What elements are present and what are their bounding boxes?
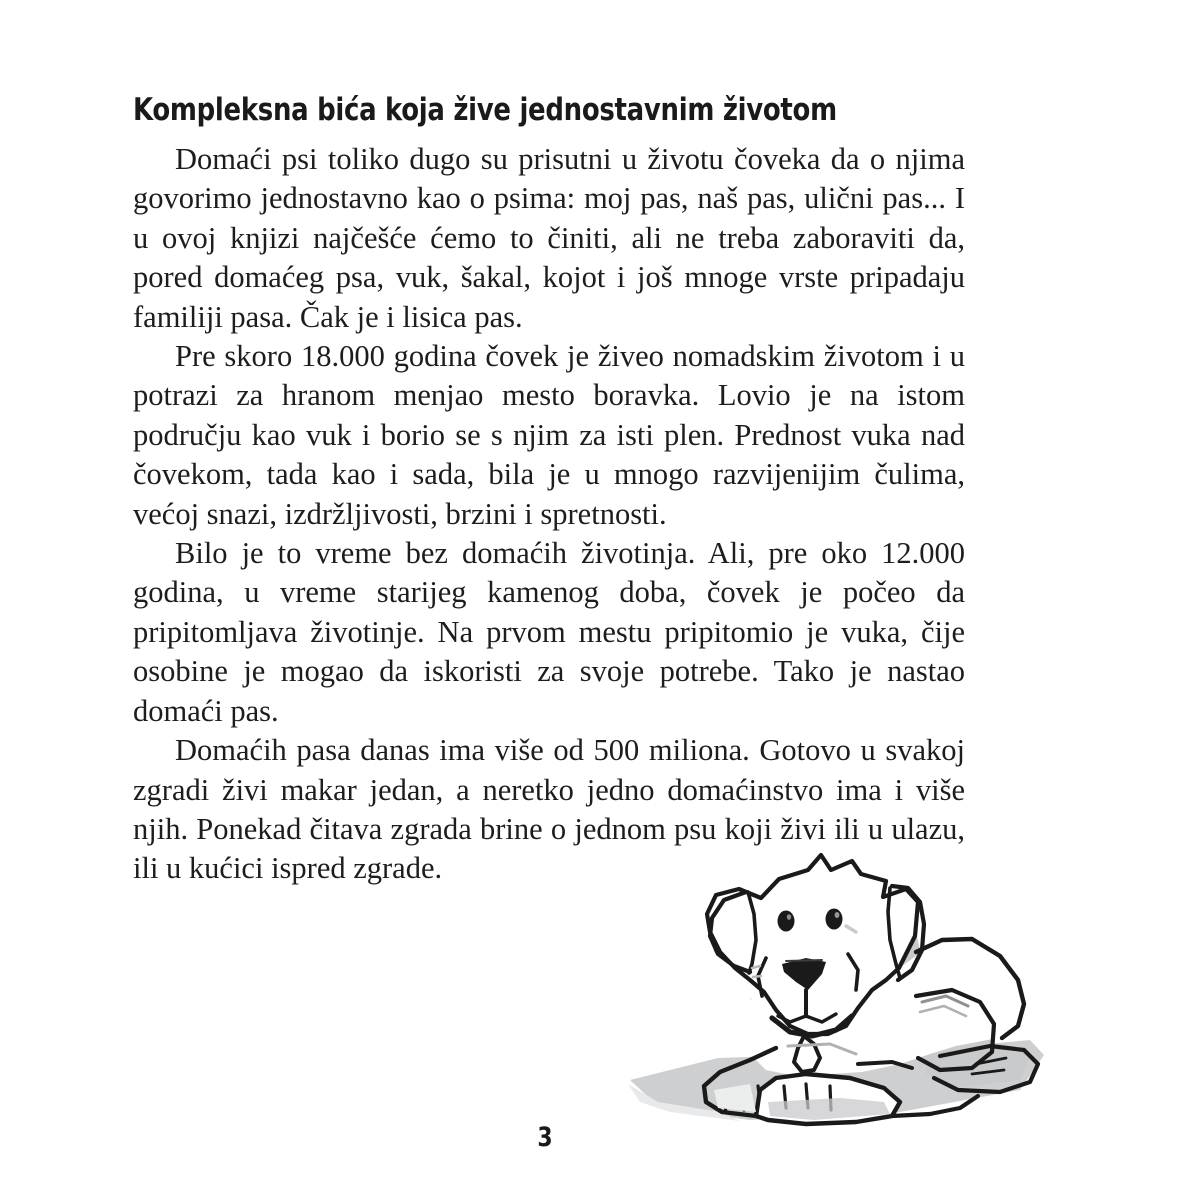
dog-left-eye	[778, 911, 795, 932]
paragraph: Domaćih pasa danas ima više od 500 miliona. Gotovo u svakoj zgradi živi makar jedan, a neretko jedno domaćinstvo ima i više njih. Ponekad čitava zgrada brine o jednom psu koji živi ili u ulazu, ili u kućici ispred zgrade.	[133, 733, 965, 886]
paragraph: Pre skoro 18.000 godina čovek je živeo nomadskim životom i u potrazi za hranom menjao mesto boravka. Lovio je na istom području kao vuk i borio se s njim za isti plen. Prednost vuka nad čovekom, tada kao i sada, bila je u mnogo razvijenijim čulima, većoj snazi, izdržljivosti, brzini i spretnosti.	[133, 339, 965, 531]
paragraph: Bilo je to vreme bez domaćih životinja. Ali, pre oko 12.000 godina, u vreme starijeg kamenog doba, čovek je počeo da pripitomljava životinje. Na prvom mestu pripitomio je vuka, čije osobine je mogao da iskoristi za svoje potrebe. Tako je nastao domaći pas.	[133, 536, 965, 728]
dog-illustration	[600, 840, 1052, 1132]
paragraph: Domaći psi toliko dugo su prisutni u životu čoveka da o njima govorimo jednostavno kao o psima: moj pas, naš pas, ulični pas... I u ovoj knjizi najčešće ćemo to činiti, ali ne treba zaboraviti da, pored domaćeg psa, vuk, šakal, kojot i još mnoge vrste pripadaju familiji pasa. Čak je i lisica pas.	[133, 142, 965, 334]
body-text-block	[133, 140, 965, 889]
page-title: Kompleksna bića koja žive jednostavnim životom	[133, 91, 837, 128]
dog-lying-on-mat-sketch	[600, 840, 1052, 1132]
page-number: 3	[537, 1122, 553, 1153]
dog-right-eye	[826, 909, 843, 930]
